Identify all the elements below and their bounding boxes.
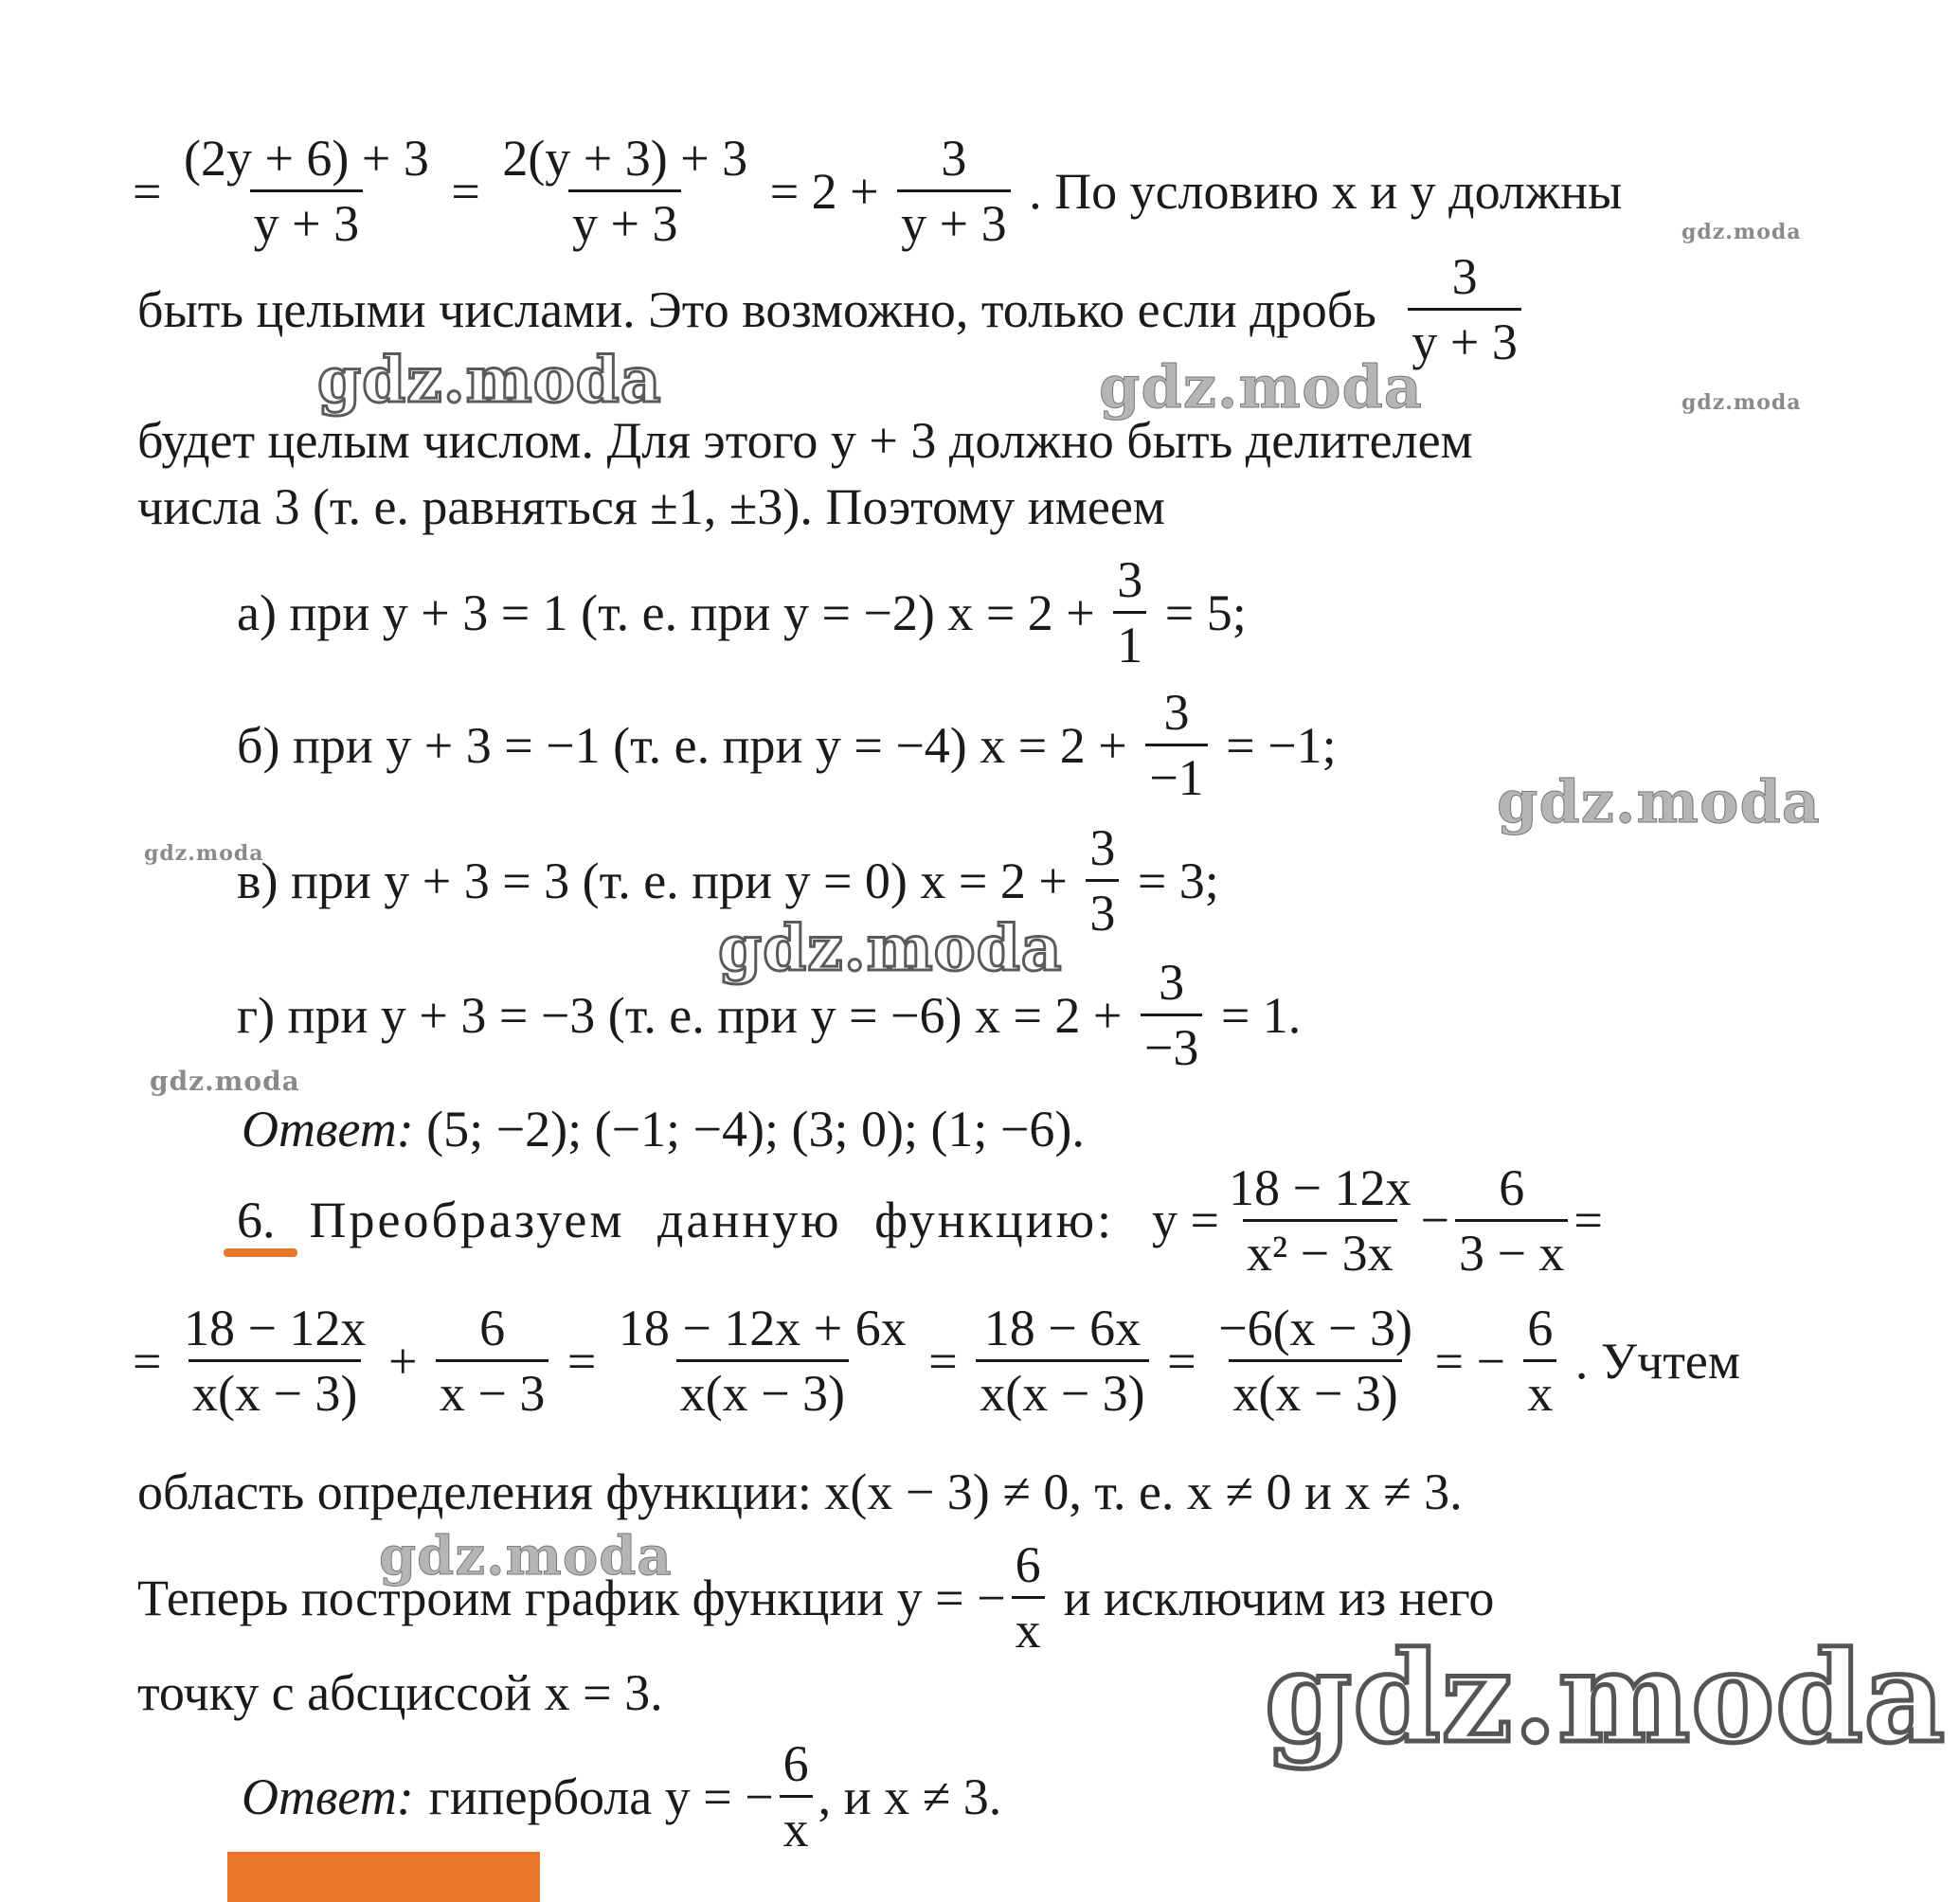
fraction <box>1408 248 1520 370</box>
paragraph-text: и исключим из него <box>1063 1569 1495 1626</box>
fraction-numerator: 18 − 12x + 6x <box>618 1300 907 1356</box>
fraction-denominator: x(x − 3) <box>676 1359 849 1419</box>
fraction-2 <box>1455 1158 1568 1282</box>
minus-sign: − <box>1420 1192 1449 1248</box>
task-6-row <box>237 1154 1828 1286</box>
fraction-denominator: x − 3 <box>436 1359 548 1419</box>
fraction-denominator: −3 <box>1141 1014 1202 1073</box>
case-a <box>237 551 1247 673</box>
y-equals: y = <box>1152 1192 1220 1248</box>
text-tail: . Учтем <box>1574 1332 1741 1390</box>
fraction-denominator: y + 3 <box>1408 308 1520 368</box>
fraction <box>1086 819 1119 942</box>
text-row-8 <box>137 1463 1463 1520</box>
fraction-5 <box>1214 1300 1416 1422</box>
fraction-numerator: 6 <box>782 1735 809 1792</box>
fraction-numerator: 3 <box>941 130 967 187</box>
fraction-denominator: x(x − 3) <box>189 1359 361 1419</box>
fraction-denominator: 3 <box>1086 879 1119 939</box>
fraction-numerator: 2(y + 3) + 3 <box>502 130 748 187</box>
watermark: gdz.moda <box>1681 220 1802 244</box>
watermark: gdz.moda <box>1681 390 1802 415</box>
answer-text: (5; −2); (−1; −4); (3; 0); (1; −6). <box>426 1101 1085 1157</box>
fraction-numerator: 18 − 6x <box>983 1300 1142 1356</box>
text-tail: . По условию x и y должны <box>1029 162 1623 220</box>
equals-sign: = <box>1573 1192 1603 1248</box>
paragraph-text: числа 3 (т. е. равняться ±1, ±3). Поэтому имеем <box>137 478 1165 535</box>
fraction-denominator: 1 <box>1113 611 1146 671</box>
paragraph-text: быть целыми числами. Это возможно, только если дробь <box>137 280 1376 338</box>
text-row-4 <box>137 478 1165 535</box>
fraction-denominator: y + 3 <box>897 189 1010 249</box>
task-number: 6. <box>237 1192 276 1248</box>
section-label-box <box>227 1852 540 1902</box>
text-row-3 <box>137 412 1473 469</box>
equals-sign: = <box>451 162 480 220</box>
fraction-numerator: 3 <box>1159 954 1185 1011</box>
fraction-denominator: x(x − 3) <box>976 1359 1148 1419</box>
fraction-numerator: 18 − 12x <box>1229 1158 1412 1216</box>
fraction-numerator: 6 <box>479 1300 506 1356</box>
case-text: б) при y + 3 = −1 (т. е. при y = −4) x = 2 + <box>237 716 1127 774</box>
plus-sign: + <box>387 1332 418 1390</box>
expression: = 2 + <box>769 162 879 220</box>
case-b <box>237 684 1337 806</box>
paragraph-text: Теперь построим график функции y = − <box>137 1569 1006 1626</box>
fraction-denominator: x <box>1523 1359 1556 1419</box>
fraction-numerator: 3 <box>1451 248 1478 305</box>
watermark: gdz.moda <box>718 911 1063 985</box>
fraction <box>1145 684 1207 806</box>
fraction-4 <box>976 1300 1148 1422</box>
fraction-1 <box>1225 1158 1414 1282</box>
fraction-denominator: x <box>780 1795 813 1855</box>
task-text: Преобразуем данную функцию: <box>309 1192 1115 1248</box>
fraction-numerator: (2y + 6) + 3 <box>183 130 429 187</box>
fraction-6 <box>1523 1300 1556 1422</box>
fraction-numerator: −6(x − 3) <box>1218 1300 1412 1356</box>
fraction-denominator: x² − 3x <box>1243 1219 1397 1279</box>
equals-sign: = <box>133 162 162 220</box>
formula-row-7 <box>133 1302 1838 1444</box>
fraction <box>1141 954 1202 1076</box>
fraction-2 <box>498 130 751 252</box>
text-row-10 <box>137 1664 663 1721</box>
case-result: = 5; <box>1164 583 1247 641</box>
fraction <box>1113 551 1146 673</box>
fraction <box>780 1735 813 1857</box>
watermark: gdz.moda <box>1497 767 1821 836</box>
paragraph-text: будет целым числом. Для этого y + 3 должно быть делителем <box>137 412 1473 469</box>
fraction-denominator: −1 <box>1145 744 1207 803</box>
equals-sign: = <box>566 1332 597 1390</box>
watermark: gdz.moda <box>1265 1624 1947 1771</box>
watermark: gdz.moda <box>317 343 662 417</box>
fraction-1 <box>180 1300 369 1422</box>
fraction <box>1012 1536 1045 1659</box>
equals-minus: = − <box>1434 1332 1505 1390</box>
fraction-denominator: 3 − x <box>1455 1219 1568 1279</box>
case-text: в) при y + 3 = 3 (т. е. при y = 0) x = 2 + <box>237 852 1068 909</box>
fraction-denominator: y + 3 <box>568 189 681 249</box>
fraction-1 <box>180 130 433 252</box>
fraction-numerator: 18 − 12x <box>183 1300 367 1356</box>
watermark: gdz.moda <box>1099 352 1423 422</box>
fraction-denominator: x <box>1012 1596 1045 1656</box>
fraction-denominator: y + 3 <box>250 189 363 249</box>
fraction-numerator: 3 <box>1163 684 1190 741</box>
case-result: = 1. <box>1220 986 1302 1044</box>
fraction-3 <box>615 1300 910 1422</box>
watermark: gdz.moda <box>144 841 264 866</box>
answer-2 <box>242 1735 1002 1857</box>
case-text: а) при y + 3 = 1 (т. е. при y = −2) x = 2 + <box>237 583 1095 641</box>
watermark: gdz.moda <box>150 1066 300 1097</box>
equals-sign: = <box>1167 1332 1196 1390</box>
answer-text: , и x ≠ 3. <box>818 1767 1002 1825</box>
answer-label: Ответ: <box>242 1101 414 1157</box>
fraction-numerator: 6 <box>1527 1300 1554 1356</box>
fraction-numerator: 3 <box>1089 819 1116 876</box>
answer-label: Ответ: <box>242 1767 414 1825</box>
answer-1 <box>242 1101 1085 1157</box>
fraction-denominator: x(x − 3) <box>1229 1359 1401 1419</box>
answer-text: гипербола y = − <box>428 1767 774 1825</box>
fraction-2 <box>436 1300 548 1422</box>
equals-sign: = <box>928 1332 958 1390</box>
case-result: = −1; <box>1226 716 1337 774</box>
task-number-underline <box>224 1248 297 1257</box>
watermark: gdz.moda <box>379 1525 673 1588</box>
paragraph-text: область определения функции: x(x − 3) ≠ 0, т. е. x ≠ 0 и x ≠ 3. <box>137 1463 1463 1520</box>
case-text: г) при y + 3 = −3 (т. е. при y = −6) x = 2 + <box>237 986 1123 1044</box>
paragraph-text: точку с абсциссой x = 3. <box>137 1664 663 1721</box>
fraction-numerator: 6 <box>1499 1158 1525 1216</box>
fraction-numerator: 3 <box>1117 551 1143 608</box>
case-result: = 3; <box>1137 852 1219 909</box>
equals-sign: = <box>133 1332 162 1390</box>
fraction-3 <box>897 130 1010 252</box>
fraction-numerator: 6 <box>1015 1536 1041 1593</box>
